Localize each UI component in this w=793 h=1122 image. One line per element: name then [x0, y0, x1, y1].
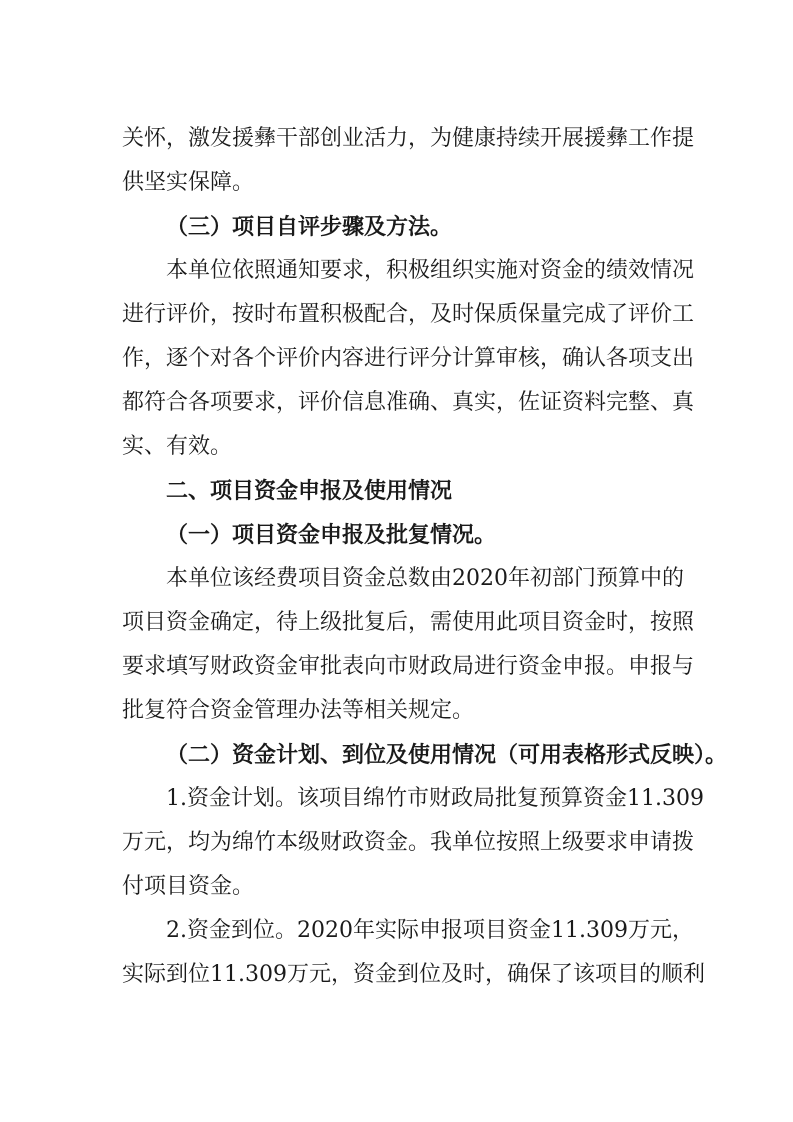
- chapter-heading: 二、项目资金申报及使用情况: [166, 478, 453, 504]
- section-heading: （一）项目资金申报及批复情况。: [166, 522, 497, 548]
- paragraph-line: 要求填写财政资金审批表向市财政局进行资金申报。申报与: [122, 654, 695, 679]
- paragraph-line: 进行评价，按时布置积极配合，及时保质保量完成了评价工: [122, 302, 695, 327]
- paragraph-line: 项目资金确定，待上级批复后，需使用此项目资金时，按照: [122, 610, 695, 635]
- paragraph-line: 实、有效。: [122, 434, 233, 459]
- paragraph-line: 1.资金计划。该项目绵竹市财政局批复预算资金11.309: [166, 786, 704, 811]
- paragraph-line: 都符合各项要求，评价信息准确、真实，佐证资料完整、真: [122, 390, 695, 415]
- paragraph-line: 作，逐个对各个评价内容进行评分计算审核，确认各项支出: [122, 346, 695, 371]
- paragraph-line: 2.资金到位。2020年实际申报项目资金11.309万元，: [166, 918, 694, 943]
- paragraph-line: 供坚实保障。: [122, 170, 255, 195]
- paragraph-line: 实际到位11.309万元，资金到位及时，确保了该项目的顺利: [122, 962, 705, 987]
- section-heading: （二）资金计划、到位及使用情况（可用表格形式反映）。: [166, 742, 728, 768]
- paragraph-line: 批复符合资金管理办法等相关规定。: [122, 698, 475, 723]
- paragraph-line: 本单位该经费项目资金总数由2020年初部门预算中的: [166, 566, 684, 591]
- paragraph-line: 付项目资金。: [122, 874, 255, 899]
- section-heading: （三）项目自评步骤及方法。: [166, 214, 453, 240]
- paragraph-line: 万元，均为绵竹本级财政资金。我单位按照上级要求申请拨: [122, 830, 695, 855]
- paragraph-line: 本单位依照通知要求，积极组织实施对资金的绩效情况: [166, 258, 695, 283]
- paragraph-line: 关怀，激发援彝干部创业活力，为健康持续开展援彝工作提: [122, 126, 695, 151]
